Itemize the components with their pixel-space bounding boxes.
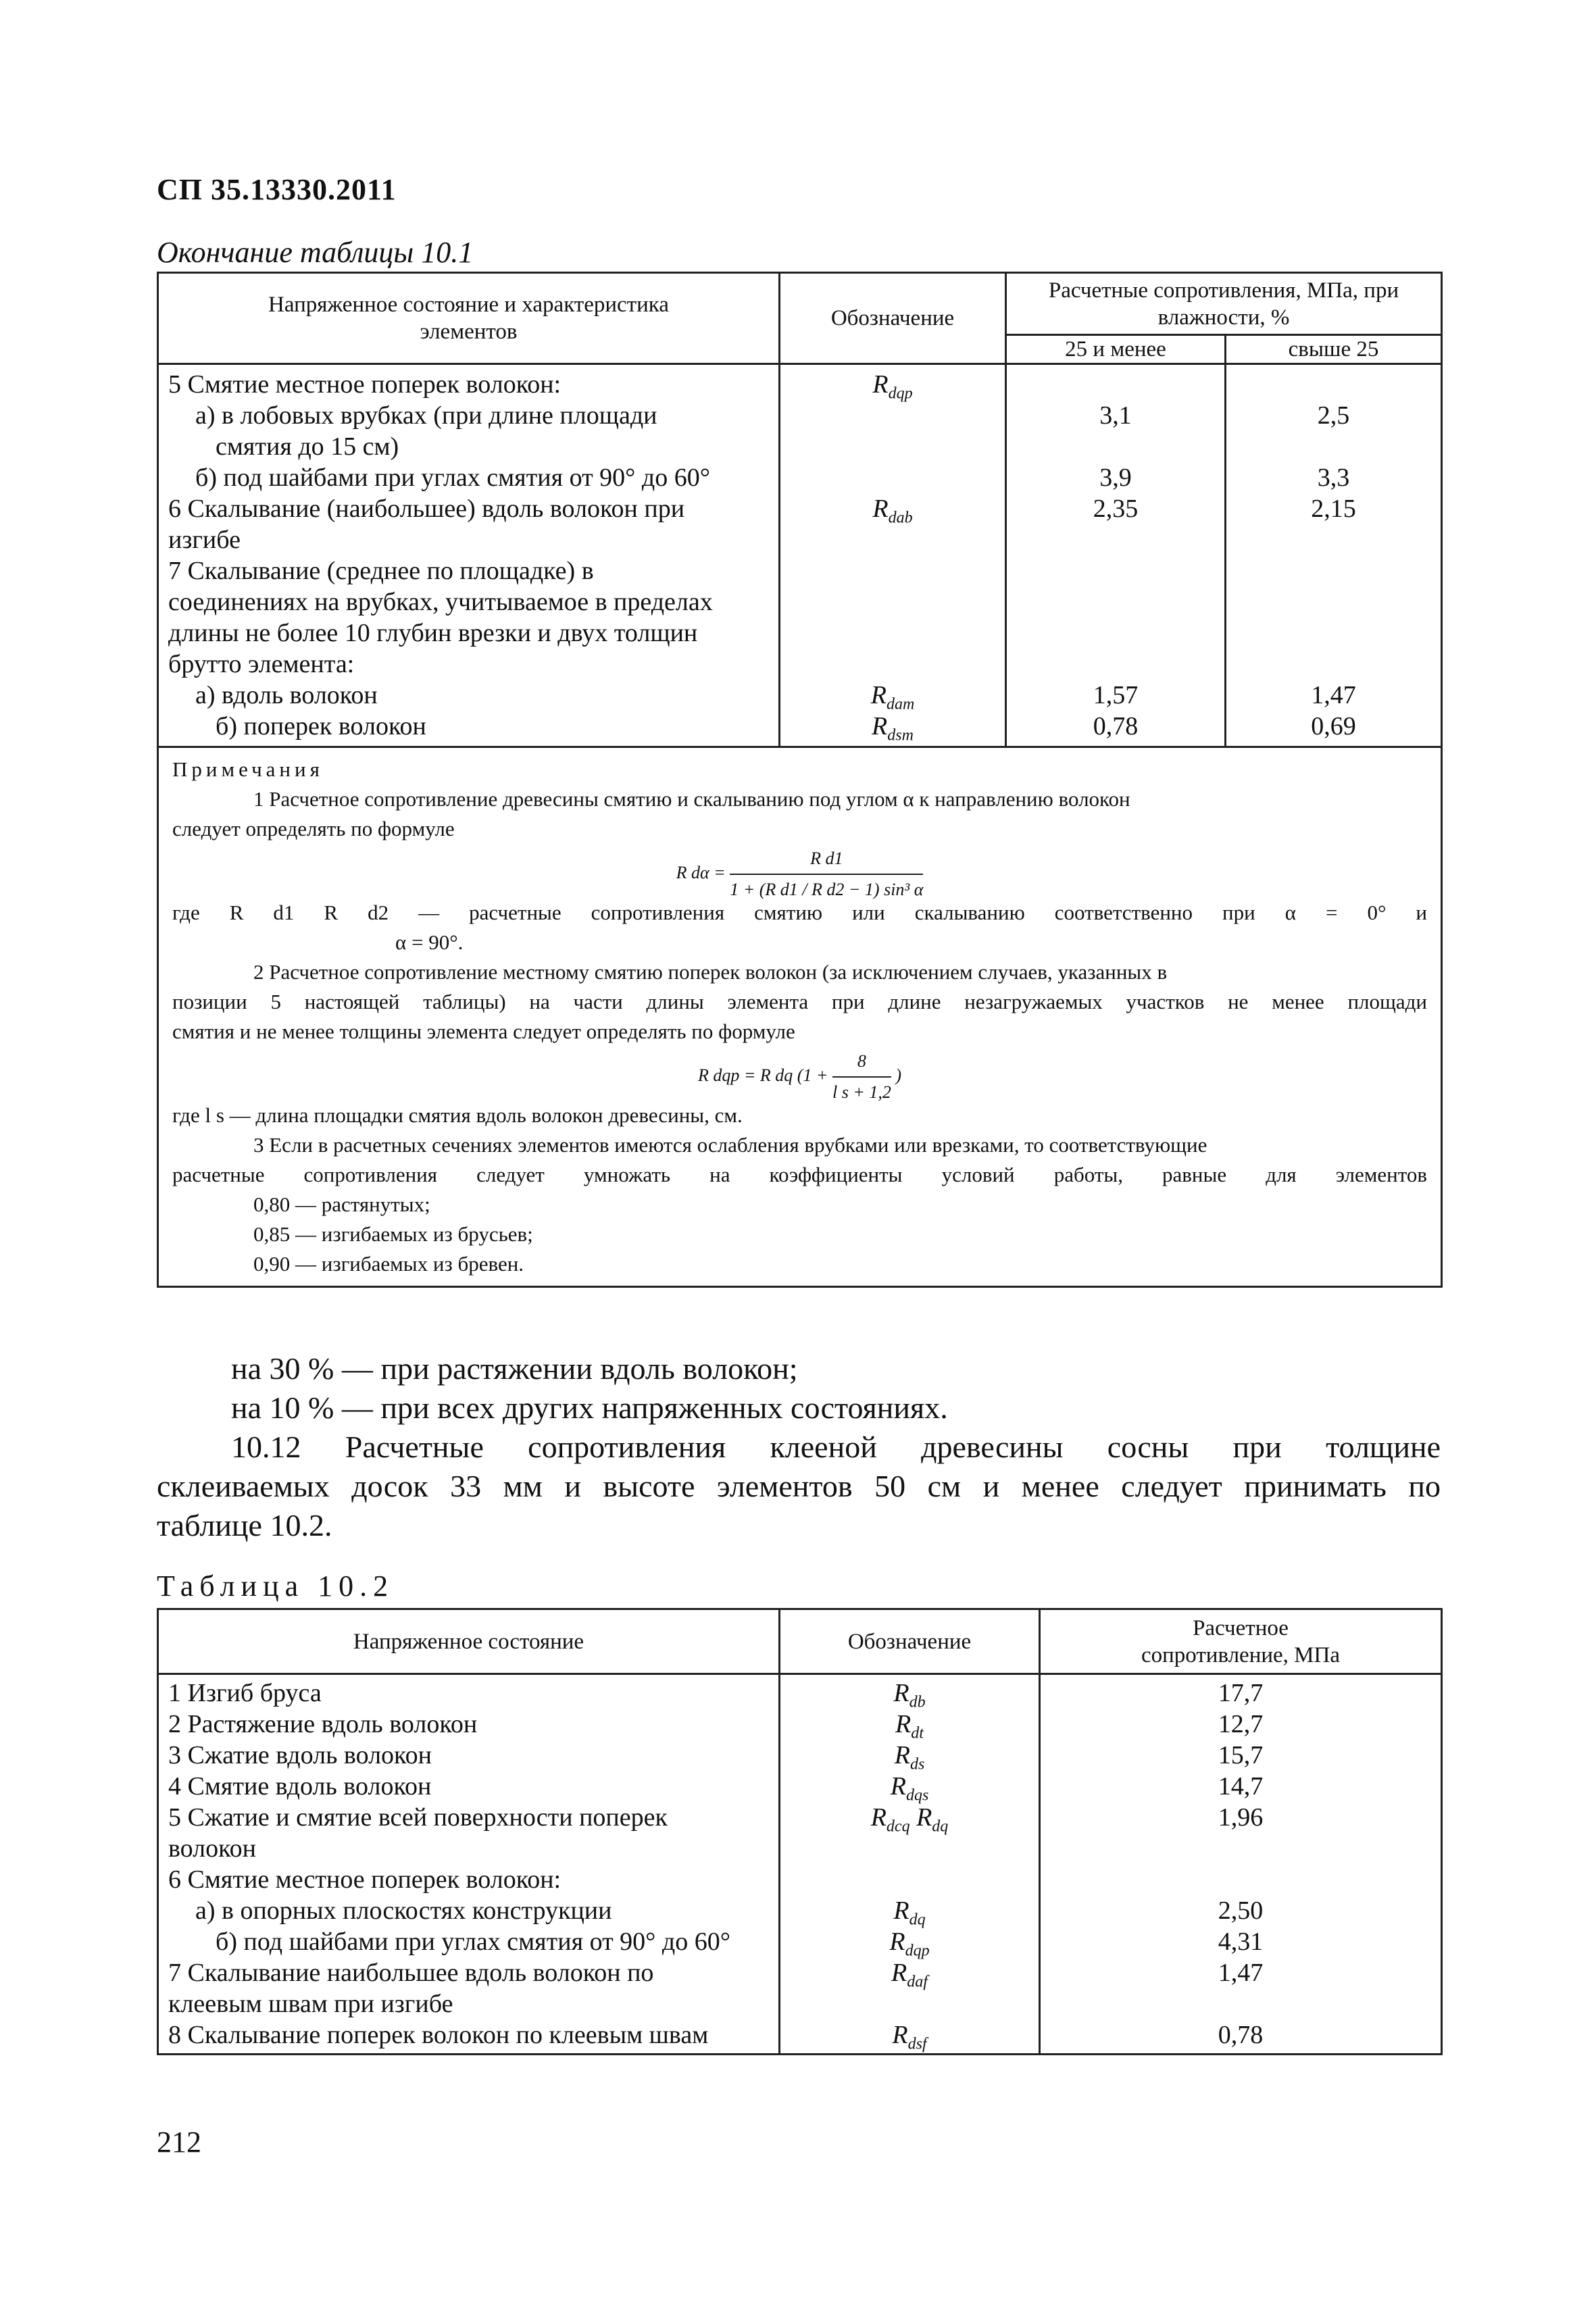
table2-row-text: б) под шайбами при углах смятия от 90° до 60° <box>216 1928 730 1956</box>
formula-2-numerator: 8 <box>832 1047 891 1078</box>
designation-symbol <box>780 1678 1039 1709</box>
body-para-line-3: таблице 10.2. <box>157 1508 332 1542</box>
formula-2-rhs: ) <box>895 1065 902 1085</box>
note-3-item-2: 0,85 — изгибаемых из брусьев; <box>253 1222 533 1246</box>
table1-notes <box>158 747 1442 1287</box>
designation-symbol <box>780 1926 1039 1960</box>
formula-2-lhs: R dqp = R dq (1 + <box>697 1065 828 1085</box>
table1-symbol-cell <box>780 364 1006 747</box>
symbol-letter: R <box>890 1772 906 1801</box>
symbol-subscript: dq <box>932 1817 949 1836</box>
table2-row-value <box>1041 1864 1441 1895</box>
table1-row-value-high <box>1226 649 1441 680</box>
table2-row-symbol <box>780 1895 1039 1929</box>
symbol-subscript: dcq <box>886 1817 910 1836</box>
designation-symbol <box>780 493 1005 527</box>
body-line-1: на 30 % — при растяжении вдоль волокон; <box>231 1351 798 1386</box>
table2-row-text: 3 Сжатие вдоль волокон <box>168 1741 432 1769</box>
table1-row-symbol <box>780 462 1005 493</box>
symbol-letter: R <box>893 1679 909 1707</box>
table2-row-value <box>1041 1833 1441 1864</box>
table1-row-text: б) поперек волокон <box>216 712 426 740</box>
table1-row-symbol <box>780 524 1005 555</box>
table2-value-cell <box>1040 1674 1442 2055</box>
table1-row-symbol <box>780 649 1005 680</box>
designation-symbol <box>780 1895 1039 1929</box>
table1-row-value-high <box>1226 369 1441 400</box>
table2-row-value: 2,50 <box>1218 1896 1264 1925</box>
col-header-state: Напряженное состояние и характеристика элементов <box>158 273 780 364</box>
formula-1 <box>172 844 1427 898</box>
table1-row-symbol <box>780 400 1005 431</box>
note-3-line-2: расчетные сопротивления следует умножать на коэффициенты условий работы, равные для элементов <box>172 1163 1427 1186</box>
table2-row-value: 1,96 <box>1218 1803 1264 1832</box>
table2-row-text: а) в опорных плоскостях конструкции <box>195 1896 612 1925</box>
symbol-subscript: ds <box>909 1755 925 1774</box>
symbol-subscript: daf <box>907 1973 928 1991</box>
table2-row-value: 4,31 <box>1218 1928 1264 1956</box>
table1-row-value-low <box>1007 618 1224 649</box>
symbol-subscript: dqp <box>888 384 913 403</box>
table2-row-text: 4 Смятие вдоль волокон <box>168 1772 432 1801</box>
table1-row-value-low: 2,35 <box>1093 495 1139 523</box>
table1-row-symbol <box>780 711 1005 745</box>
symbol-subscript: dab <box>888 509 913 527</box>
table2-row-text: волокон <box>168 1834 257 1863</box>
table1-state-cell <box>158 364 780 747</box>
resistance-table-10-2 <box>157 1608 1443 2055</box>
designation-symbol <box>916 1803 949 1836</box>
col-header-moisture-high: свыше 25 <box>1226 335 1442 364</box>
formula-1-lhs: R dα = <box>676 862 726 882</box>
note-2-line-3: смятия и не менее толщины элемента следует определять по формуле <box>172 1020 795 1043</box>
symbol-letter: R <box>872 370 889 399</box>
symbol-subscript: dsf <box>907 2035 927 2053</box>
table2-row-text: 1 Изгиб бруса <box>168 1679 322 1707</box>
note-2-where: где l s — длина площадки смятия вдоль волокон древесины, см. <box>172 1103 743 1127</box>
table1-row-value-high <box>1226 524 1441 555</box>
table1-row-value-low <box>1007 369 1224 400</box>
table-continuation-caption: Окончание таблицы 10.1 <box>157 236 474 269</box>
table1-row-value-high: 2,5 <box>1317 401 1350 430</box>
note-2-line-1: 2 Расчетное сопротивление местному смятию поперек волокон (за исключением случаев, указанных в <box>253 960 1168 984</box>
table1-row-symbol <box>780 369 1005 403</box>
table2-row-symbol <box>780 1678 1039 1709</box>
formula-2 <box>172 1047 1427 1101</box>
symbol-letter: R <box>893 1896 909 1925</box>
table1-row-text: длины не более 10 глубин врезки и двух толщин <box>168 619 698 647</box>
table2-row-text: 8 Скалывание поперек волокон по клеевым швам <box>168 2021 709 2049</box>
table2-row-text: 2 Растяжение вдоль волокон <box>168 1710 478 1738</box>
table2-row-value: 15,7 <box>1218 1741 1264 1769</box>
table2-row-text: 7 Скалывание наибольшее вдоль волокон по <box>168 1959 654 1987</box>
note-1-where: где R d1 R d2 — расчетные сопротивления смятию или скалыванию соответственно при α = 0° и <box>172 901 1427 924</box>
table1-row-symbol <box>780 431 1005 462</box>
table2-row-symbol <box>780 1864 1039 1895</box>
table2-row-text: 6 Смятие местное поперек волокон: <box>168 1865 562 1894</box>
symbol-letter: R <box>889 1928 905 1956</box>
table1-row-text: б) под шайбами при углах смятия от 90° до 60° <box>195 463 710 492</box>
designation-symbol <box>780 711 1005 745</box>
document-header: СП 35.13330.2011 <box>157 173 397 206</box>
symbol-subscript: dsm <box>887 726 914 745</box>
table2-row-symbol <box>780 2019 1039 2051</box>
table1-row-value-low: 3,9 <box>1099 463 1132 492</box>
table2-row-symbol <box>780 1988 1039 2019</box>
table2-row-value <box>1041 1988 1441 2019</box>
note-3-line-1: 3 Если в расчетных сечениях элементов имеются ослабления врубками или врезками, то соответствующие <box>253 1133 1207 1157</box>
body-para-line-1: 10.12 Расчетные сопротивления клееной древесины сосны при толщине <box>231 1430 1441 1464</box>
table2-row-symbol <box>780 1802 1039 1836</box>
page-number: 212 <box>157 2126 201 2159</box>
notes-title: Примечания <box>172 757 324 781</box>
symbol-subscript: dqp <box>905 1942 930 1960</box>
designation-symbol <box>780 680 1005 711</box>
table2-row-text: клеевым швам при изгибе <box>168 1990 453 2018</box>
resistance-table-10-1 <box>157 272 1443 1288</box>
table2-row-symbol <box>780 1740 1039 1774</box>
note-1-where-2: α = 90°. <box>395 930 464 954</box>
t2-col-header-symbol: Обозначение <box>780 1609 1040 1674</box>
table1-row-value-high <box>1226 555 1441 586</box>
designation-symbol <box>780 1771 1039 1805</box>
formula-1-numerator: R d1 <box>730 844 923 875</box>
table1-row-text: а) в лобовых врубках (при длине площади <box>195 401 657 430</box>
table2-row-text: 5 Сжатие и смятие всей поверхности поперек <box>168 1803 668 1832</box>
note-2-line-2: позиции 5 настоящей таблицы) на части длины элемента при длине незагружаемых участков не менее площади <box>172 990 1427 1013</box>
symbol-subscript: dt <box>911 1724 924 1742</box>
table1-row-symbol <box>780 618 1005 649</box>
col-header-resistance: Расчетные сопротивления, МПа, при влажности, % <box>1006 273 1442 335</box>
table1-row-symbol <box>780 680 1005 711</box>
table1-row-value-low: 0,78 <box>1093 712 1139 740</box>
designation-symbol <box>780 1957 1039 1991</box>
table1-row-symbol <box>780 555 1005 586</box>
symbol-letter: R <box>872 712 888 740</box>
note-1-line-1: 1 Расчетное сопротивление древесины смятию и скалыванию под углом α к направлению волокон <box>253 787 1130 811</box>
symbol-letter: R <box>872 495 889 523</box>
table-10-2-caption: Таблица 10.2 <box>157 1569 395 1603</box>
body-line-2: на 10 % — при всех других напряженных состояниях. <box>231 1390 948 1425</box>
symbol-letter: R <box>870 681 887 709</box>
table1-row-value-low <box>1007 586 1224 618</box>
t2-col-header-state: Напряженное состояние <box>158 1609 780 1674</box>
table2-row-symbol <box>780 1833 1039 1864</box>
table1-row-value-low <box>1007 431 1224 462</box>
formula-2-denominator: l s + 1,2 <box>832 1082 891 1102</box>
table1-row-value-high <box>1226 431 1441 462</box>
table2-row-symbol <box>780 1926 1039 1960</box>
symbol-subscript: dam <box>886 695 915 713</box>
table2-row-symbol <box>780 1771 1039 1805</box>
table1-row-text: брутто элемента: <box>168 650 355 678</box>
table1-row-value-high: 0,69 <box>1311 712 1356 740</box>
designation-symbol <box>780 1740 1039 1774</box>
symbol-letter: R <box>870 1803 887 1832</box>
table1-row-value-low: 1,57 <box>1093 681 1139 709</box>
table1-row-value-low <box>1007 649 1224 680</box>
symbol-subscript: dq <box>909 1911 926 1929</box>
symbol-letter: R <box>916 1803 932 1832</box>
table1-row-value-low <box>1007 524 1224 555</box>
table2-row-value: 17,7 <box>1218 1679 1264 1707</box>
table1-row-text: соединениях на врубках, учитываемое в пределах <box>168 588 713 616</box>
symbol-letter: R <box>895 1710 912 1738</box>
table2-row-value: 12,7 <box>1218 1710 1264 1738</box>
symbol-letter: R <box>891 1959 907 1987</box>
t2-col-header-resistance: Расчетное сопротивление, МПа <box>1040 1609 1442 1674</box>
table1-row-text: изгибе <box>168 526 241 554</box>
table1-row-text: смятия до 15 см) <box>216 432 399 461</box>
symbol-letter: R <box>892 2021 908 2049</box>
designation-symbol <box>780 1709 1039 1740</box>
designation-symbol <box>870 1803 910 1836</box>
table2-row-value: 1,47 <box>1218 1959 1264 1987</box>
table1-row-text: 6 Скалывание (наибольшее) вдоль волокон при <box>168 495 685 523</box>
note-3-item-1: 0,80 — растянутых; <box>253 1192 430 1216</box>
formula-1-denominator: 1 + (R d1 / R d2 − 1) sin³ α <box>730 880 924 899</box>
table1-row-value-high: 3,3 <box>1317 463 1350 492</box>
note-3-item-3: 0,90 — изгибаемых из бревен. <box>253 1252 524 1276</box>
table1-row-value-low: 3,1 <box>1099 401 1132 430</box>
table1-row-text: 7 Скалывание (среднее по площадке) в <box>168 557 594 585</box>
col-header-symbol: Обозначение <box>780 273 1006 364</box>
table1-row-text: а) вдоль волокон <box>195 681 378 709</box>
table2-symbol-cell <box>780 1674 1040 2055</box>
table1-row-value-high: 1,47 <box>1311 681 1356 709</box>
table1-row-value-high: 2,15 <box>1311 495 1356 523</box>
table1-row-symbol <box>780 493 1005 527</box>
designation-symbol <box>780 369 1005 403</box>
table2-row-symbol <box>780 1709 1039 1740</box>
table1-value-low-cell <box>1006 364 1226 747</box>
col-header-moisture-low: 25 и менее <box>1006 335 1226 364</box>
table1-value-high-cell <box>1226 364 1442 747</box>
symbol-letter: R <box>894 1741 910 1769</box>
table1-row-value-high <box>1226 586 1441 618</box>
table2-row-symbol <box>780 1957 1039 1991</box>
designation-symbol <box>780 2019 1039 2051</box>
table2-row-value: 14,7 <box>1218 1772 1264 1801</box>
note-1-line-2: следует определять по формуле <box>172 817 455 840</box>
table1-row-value-low <box>1007 555 1224 586</box>
table2-row-value: 0,78 <box>1218 2021 1264 2049</box>
table1-row-symbol <box>780 586 1005 618</box>
table1-row-text: 5 Смятие местное поперек волокон: <box>168 370 562 399</box>
table2-state-cell <box>158 1674 780 2055</box>
body-para-line-2: склеиваемых досок 33 мм и высоте элементов 50 см и менее следует принимать по <box>157 1469 1441 1503</box>
symbol-subscript: dqs <box>905 1786 929 1805</box>
symbol-subscript: db <box>909 1693 926 1711</box>
table1-row-value-high <box>1226 618 1441 649</box>
